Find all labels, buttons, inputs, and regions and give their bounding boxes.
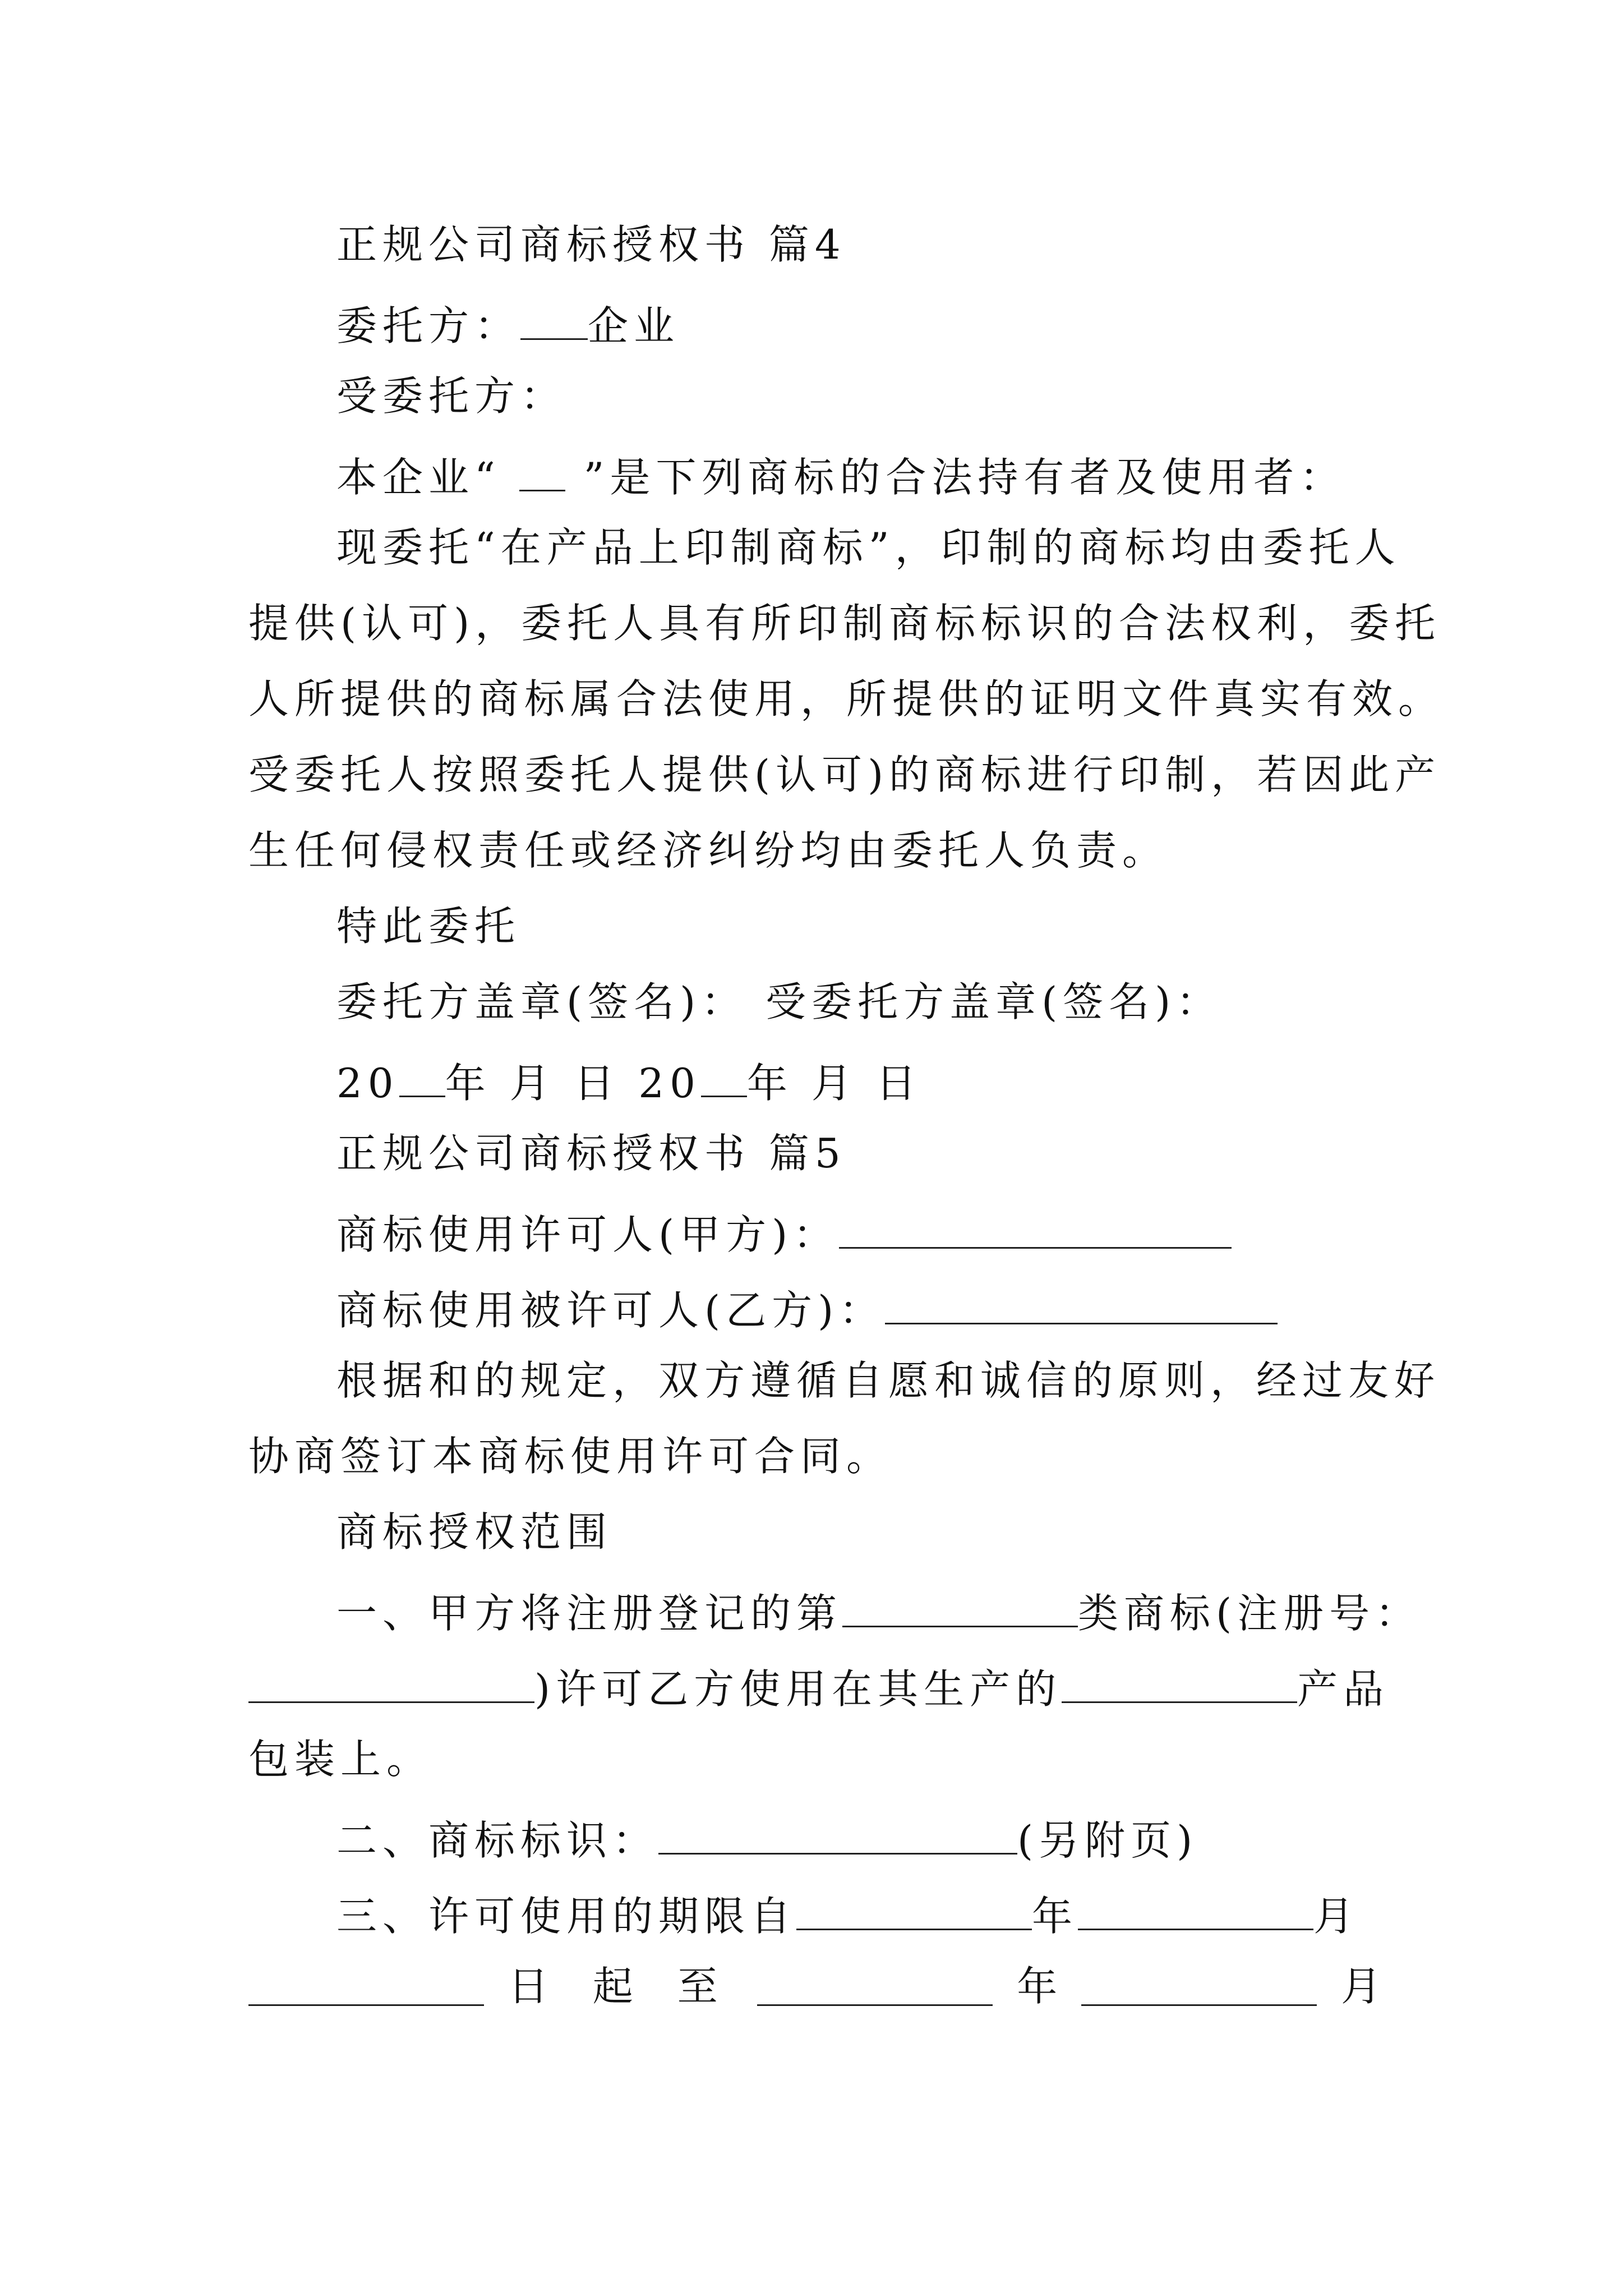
blank-field <box>796 1890 1032 1930</box>
section-heading-5: 正规公司商标授权书 篇5 <box>336 1130 846 1177</box>
subheading: 商标授权范围 <box>336 1508 613 1556</box>
blank-field <box>1062 1663 1297 1703</box>
principal-line: 委托方： 企业 <box>336 300 680 346</box>
blank-field <box>1078 1890 1313 1930</box>
holder-statement: 本企业“ ”是下列商标的合法持有者及使用者： <box>336 452 1345 498</box>
blank-field <box>658 1815 1017 1855</box>
closing-text: 特此委托 <box>336 903 521 950</box>
clause-2: 二、商标标识： (另附页) <box>336 1815 1198 1861</box>
paragraph-line: 根据和的规定，双方遵循自愿和诚信的原则，经过友好 <box>336 1357 1441 1404</box>
clause-1-continued: )许可乙方使用在其生产的 产品 <box>248 1663 1389 1709</box>
blank-field <box>399 1057 445 1097</box>
licensor-line: 商标使用许可人(甲方)： <box>336 1209 1232 1255</box>
blank-field <box>885 1285 1278 1324</box>
paragraph-line: 人所提供的商标属合法使用，所提供的证明文件真实有效。 <box>248 675 1445 723</box>
section-heading-4: 正规公司商标授权书 篇4 <box>336 221 846 268</box>
blank-field <box>520 300 588 340</box>
clause-3: 三、许可使用的期限自 年 月 <box>336 1890 1359 1936</box>
clause-1: 一、甲方将注册登记的第 类商标(注册号： <box>336 1588 1421 1634</box>
paragraph-line: 现委托“在产品上印制商标”，印制的商标均由委托人 <box>336 524 1401 571</box>
blank-field <box>839 1209 1232 1249</box>
agent-line: 受委托方： <box>336 372 567 420</box>
clause-1-end: 包装上。 <box>248 1736 433 1783</box>
signature-line: 委托方盖章(签名)： 受委托方盖章(签名)： <box>336 978 1223 1025</box>
blank-field <box>519 452 565 491</box>
blank-field <box>757 1966 993 2006</box>
blank-field <box>248 1966 484 2006</box>
paragraph-line: 受委托人按照委托人提供(认可)的商标进行印制，若因此产 <box>248 751 1441 798</box>
blank-field <box>701 1057 747 1097</box>
paragraph-line: 协商签订本商标使用许可合同。 <box>248 1433 893 1480</box>
blank-field <box>842 1588 1078 1627</box>
blank-field <box>1081 1966 1317 2006</box>
date-line: 20 年 月 日 20 年 月 日 <box>336 1057 922 1103</box>
blank-field <box>248 1663 534 1703</box>
paragraph-line: 生任何侵权责任或经济纠纷均由委托人负责。 <box>248 827 1169 874</box>
paragraph-line: 提供(认可)，委托人具有所印制商标标识的合法权利，委托 <box>248 600 1441 647</box>
licensee-line: 商标使用被许可人(乙方)： <box>336 1285 1278 1331</box>
clause-3-continued: 日 起 至 年 月 <box>248 1966 1381 2007</box>
